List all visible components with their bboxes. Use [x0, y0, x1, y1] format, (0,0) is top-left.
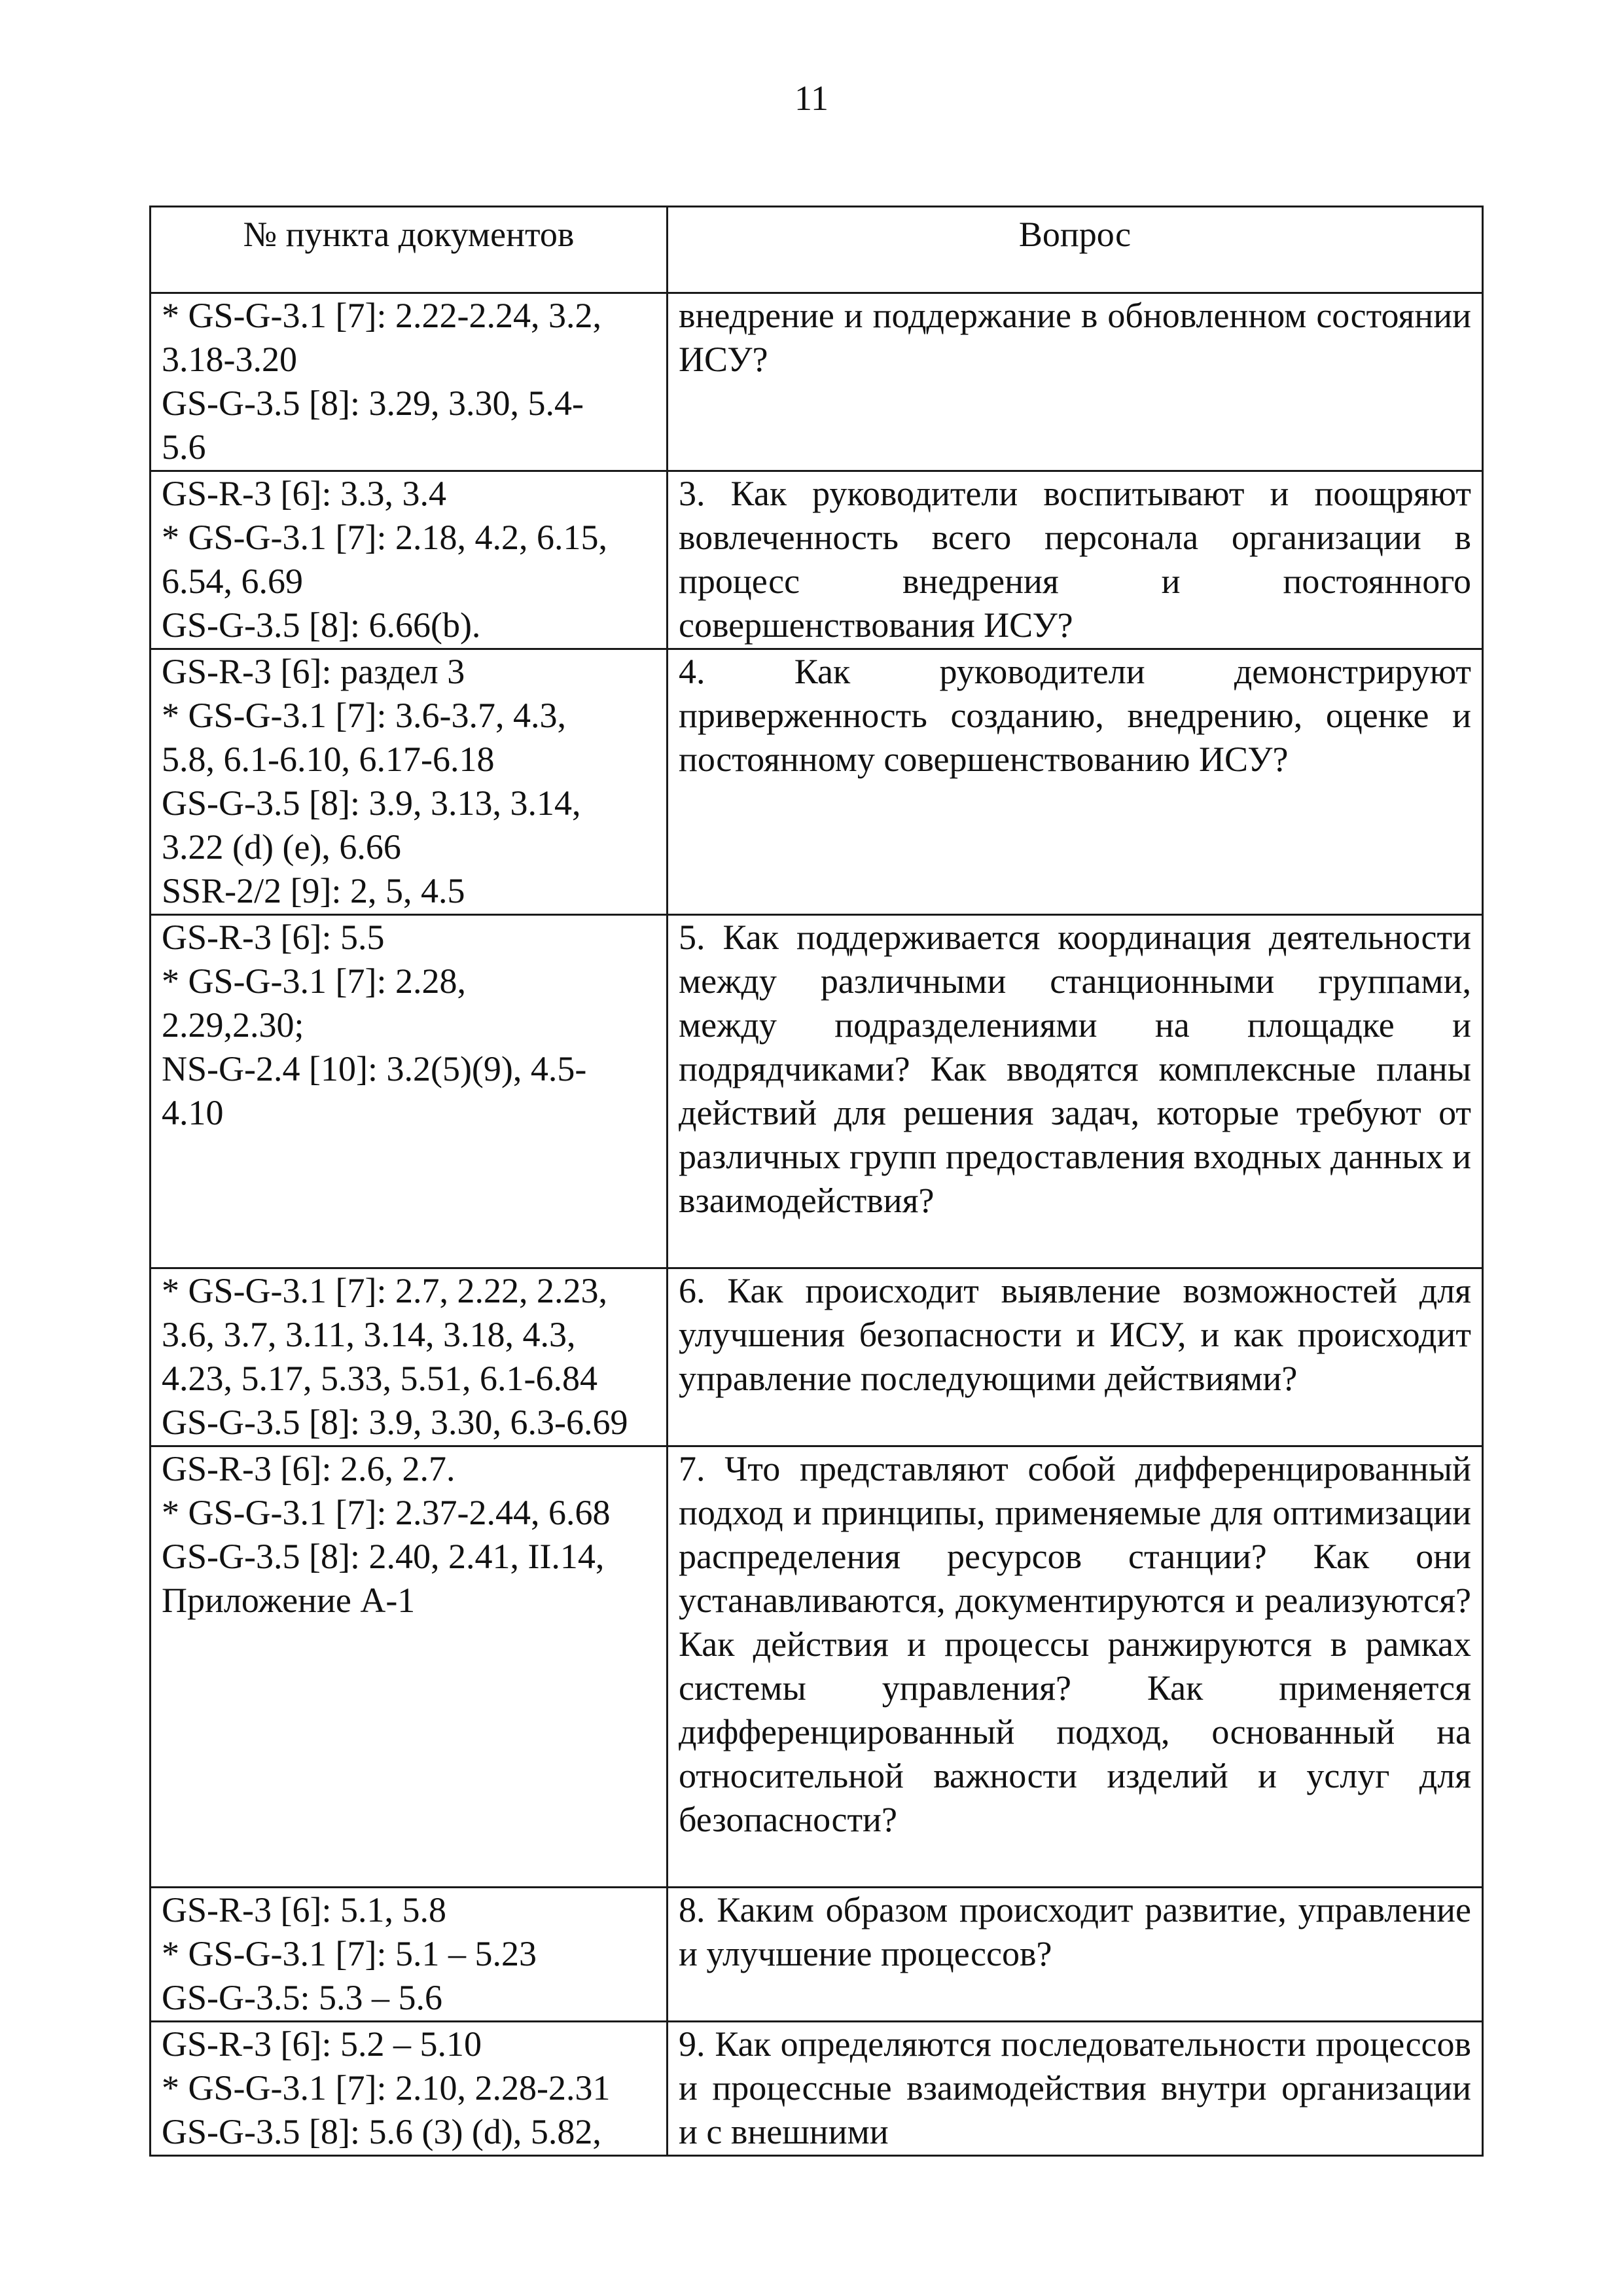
ref-line: GS-G-3.5 [8]: 5.6 (3) (d), 5.82,	[162, 2112, 601, 2151]
ref-line: 6.54, 6.69	[162, 562, 303, 601]
question-cell: 5. Как поддерживается координация деятельности между различными станционными группами, между подразделениями на площадке и подрядчиками? Как вводятся комплексные планы действий для решения задач, которые требуют от различных групп предоставления входных данных и взаимодействия?	[668, 915, 1483, 1268]
page-number: 11	[794, 79, 829, 118]
ref-line: 5.8, 6.1-6.10, 6.17-6.18	[162, 740, 495, 779]
table-row	[151, 1268, 1483, 1446]
ref-line: GS-R-3 [6]: 5.1, 5.8	[162, 1890, 446, 1929]
document-table	[149, 206, 1484, 2157]
ref-line: * GS-G-3.1 [7]: 2.22-2.24, 3.2,	[162, 296, 601, 335]
ref-line: * GS-G-3.1 [7]: 3.6-3.7, 4.3,	[162, 696, 566, 735]
header-doc-items: № пункта документов	[151, 207, 668, 293]
ref-line: 4.10	[162, 1093, 224, 1132]
ref-line: 3.18-3.20	[162, 340, 297, 379]
header-question: Вопрос	[668, 207, 1483, 293]
table-row	[151, 915, 1483, 1268]
ref-line: GS-R-3 [6]: 5.5	[162, 918, 385, 957]
ref-line: SSR-2/2 [9]: 2, 5, 4.5	[162, 871, 465, 910]
ref-line: GS-G-3.5 [8]: 3.9, 3.30, 6.3-6.69	[162, 1403, 628, 1442]
question-cell: 8. Каким образом происходит развитие, управление и улучшение процессов?	[668, 1888, 1483, 2022]
table-row	[151, 293, 1483, 471]
ref-line: * GS-G-3.1 [7]: 2.37-2.44, 6.68	[162, 1493, 611, 1532]
ref-line: Приложение А-1	[162, 1581, 416, 1620]
ref-line: GS-G-3.5 [8]: 3.9, 3.13, 3.14,	[162, 783, 581, 823]
ref-line: GS-R-3 [6]: 2.6, 2.7.	[162, 1449, 455, 1488]
refs-cell	[151, 1446, 668, 1888]
table-row	[151, 471, 1483, 649]
ref-line: GS-R-3 [6]: раздел 3	[162, 652, 465, 691]
refs-cell	[151, 649, 668, 915]
ref-line: * GS-G-3.1 [7]: 2.10, 2.28-2.31	[162, 2068, 611, 2108]
table-row	[151, 2022, 1483, 2156]
refs-cell	[151, 1888, 668, 2022]
ref-line: GS-G-3.5 [8]: 2.40, 2.41, II.14,	[162, 1537, 605, 1576]
refs-cell	[151, 471, 668, 649]
table-row	[151, 1446, 1483, 1888]
question-cell: 3. Как руководители воспитывают и поощряют вовлеченность всего персонала организации в процесс внедрения и постоянного совершенствования ИСУ?	[668, 471, 1483, 649]
ref-line: * GS-G-3.1 [7]: 2.7, 2.22, 2.23,	[162, 1271, 607, 1310]
ref-line: GS-G-3.5: 5.3 – 5.6	[162, 1978, 442, 2017]
ref-line: 2.29,2.30;	[162, 1005, 304, 1045]
table-row	[151, 1888, 1483, 2022]
table-header-row	[151, 207, 1483, 293]
question-cell: 6. Как происходит выявление возможностей для улучшения безопасности и ИСУ, и как происходит управление последующими действиями?	[668, 1268, 1483, 1446]
ref-line: 3.6, 3.7, 3.11, 3.14, 3.18, 4.3,	[162, 1315, 576, 1354]
ref-line: GS-R-3 [6]: 5.2 – 5.10	[162, 2024, 482, 2064]
table-row	[151, 649, 1483, 915]
question-cell: 7. Что представляют собой дифференцированный подход и принципы, применяемые для оптимизации распределения ресурсов станции? Как они устанавливаются, документируются и реализуются? Как действия и процессы ранжируются в рамках системы управления? Как применяется дифференцированный подход, основанный на относительной важности изделий и услуг для безопасности?	[668, 1446, 1483, 1888]
refs-cell	[151, 1268, 668, 1446]
ref-line: NS-G-2.4 [10]: 3.2(5)(9), 4.5-	[162, 1049, 587, 1088]
ref-line: * GS-G-3.1 [7]: 2.28,	[162, 961, 466, 1001]
refs-cell	[151, 915, 668, 1268]
ref-line: GS-R-3 [6]: 3.3, 3.4	[162, 474, 446, 513]
ref-line: GS-G-3.5 [8]: 3.29, 3.30, 5.4-	[162, 384, 584, 423]
ref-line: * GS-G-3.1 [7]: 5.1 – 5.23	[162, 1934, 537, 1973]
ref-line: 5.6	[162, 427, 206, 467]
refs-cell	[151, 2022, 668, 2156]
ref-line: * GS-G-3.1 [7]: 2.18, 4.2, 6.15,	[162, 518, 607, 557]
ref-line: 3.22 (d) (e), 6.66	[162, 827, 401, 867]
question-cell: 9. Как определяются последовательности процессов и процессные взаимодействия внутри организации и с внешними	[668, 2022, 1483, 2156]
ref-line: GS-G-3.5 [8]: 6.66(b).	[162, 605, 481, 645]
refs-cell	[151, 293, 668, 471]
question-cell: 4. Как руководители демонстрируют приверженность созданию, внедрению, оценке и постоянному совершенствованию ИСУ?	[668, 649, 1483, 915]
ref-line: 4.23, 5.17, 5.33, 5.51, 6.1-6.84	[162, 1359, 597, 1398]
question-cell: внедрение и поддержание в обновленном состоянии ИСУ?	[668, 293, 1483, 471]
